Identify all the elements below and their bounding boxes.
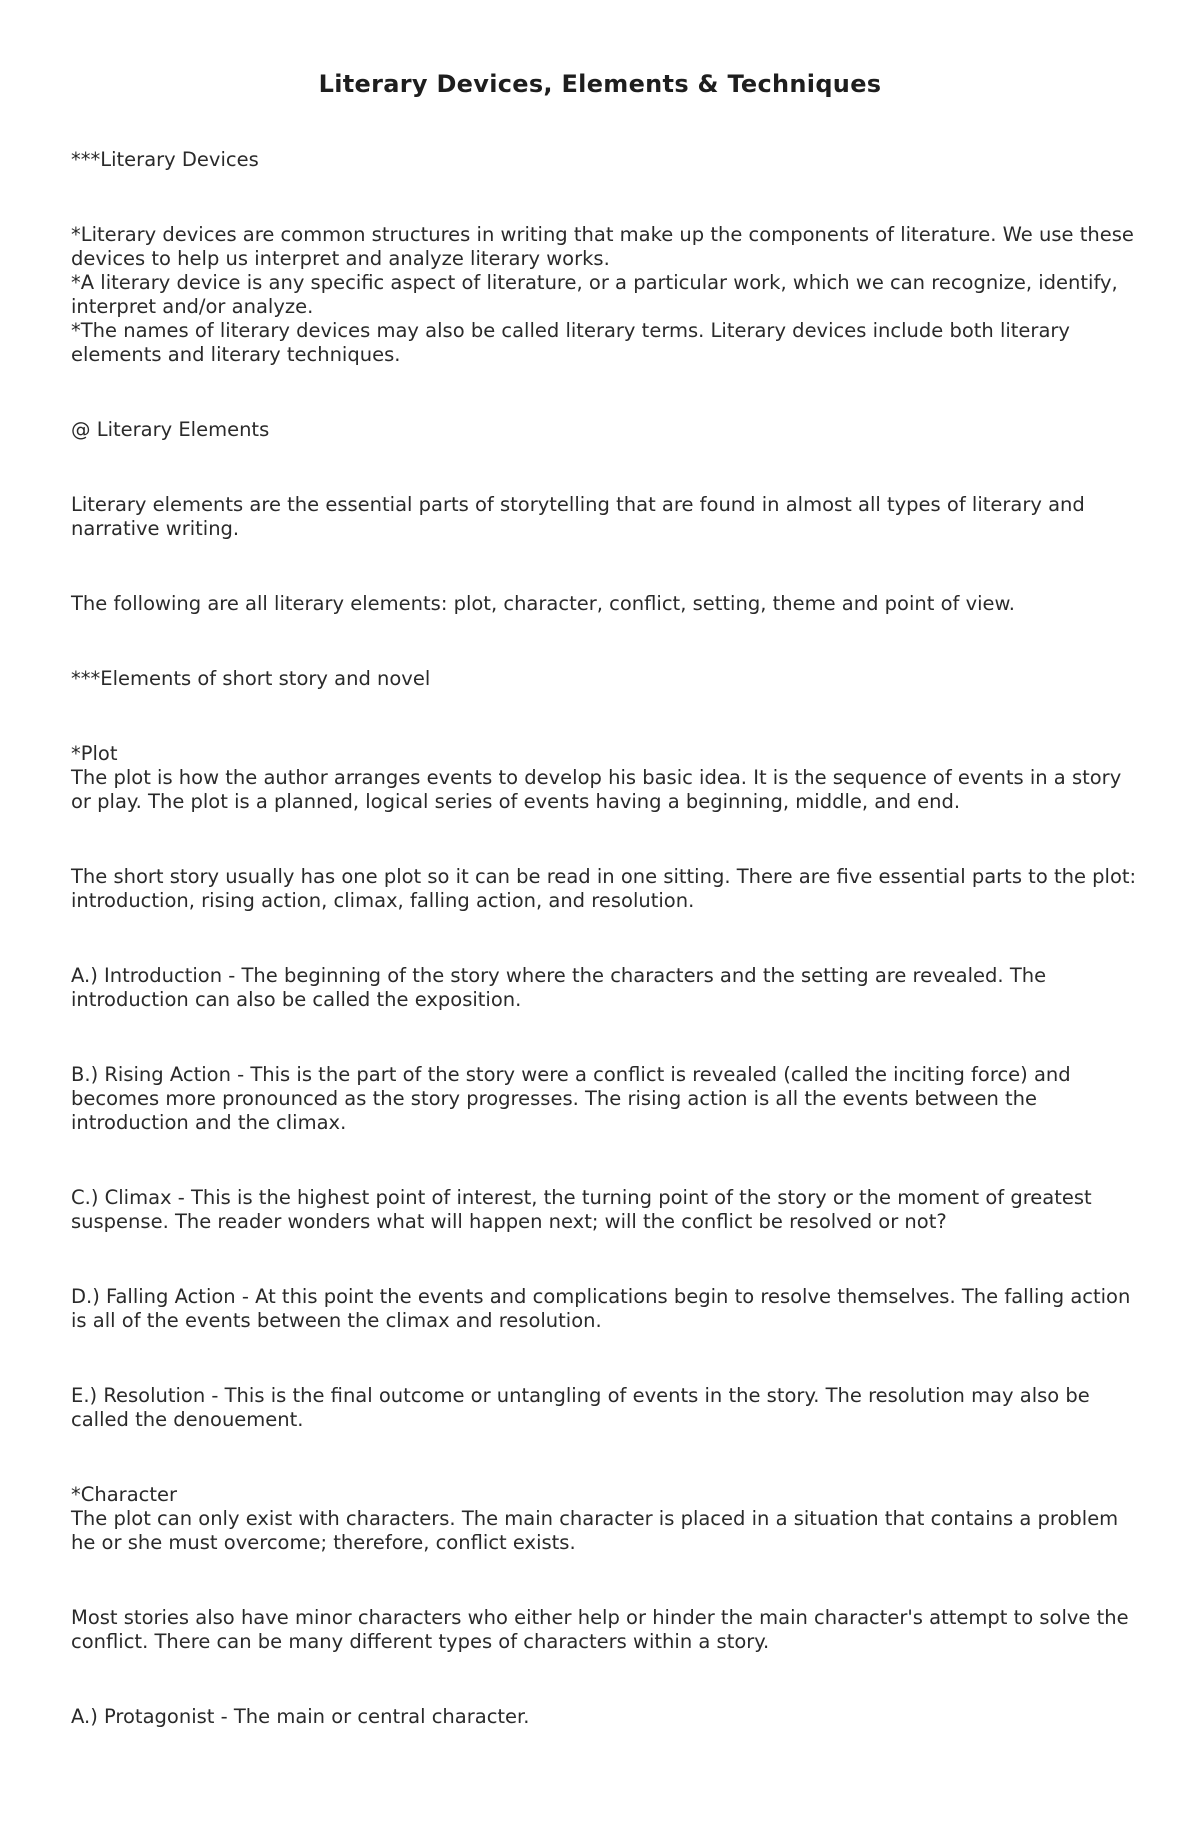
list-item [71,964,1143,1012]
paragraph [71,1483,1143,1555]
paragraph-line: A.) Introduction - The beginning of the story where the characters and the setting are revealed. The introduction can also be called the exposition. [71,964,1047,1011]
list-item [71,1705,1143,1729]
list-item [71,1063,1143,1135]
paragraph-line: The plot can only exist with characters. The main character is placed in a situation that contains a problem he or she must overcome; therefore, conflict exists. [71,1507,1119,1554]
paragraph-line: *Literary devices are common structures in writing that make up the components of literature. We use these devices to help us interpret and analyze literary works. [71,223,1134,270]
paragraph [71,592,1143,616]
document-title: Literary Devices, Elements & Techniques [318,70,882,98]
paragraph-line: ***Literary Devices [71,148,259,171]
paragraph-line: B.) Rising Action - This is the part of the story were a conflict is revealed (called the inciting force) and becomes more pronounced as the story progresses. The rising action is all the events between the introduction and the climax. [71,1063,1071,1134]
paragraph-line: A.) Protagonist - The main or central character. [71,1705,530,1728]
paragraph-line: The short story usually has one plot so it can be read in one sitting. There are five essential parts to the plot: introduction, rising action, climax, falling action, and resolution. [71,865,1137,912]
paragraph-line: @ Literary Elements [71,418,270,441]
list-item [71,1384,1143,1432]
paragraph [71,493,1143,541]
paragraph-line: Literary elements are the essential parts of storytelling that are found in almost all types of literary and narrative writing. [71,493,1085,540]
subheading-character: *Character [71,1483,178,1506]
paragraph-line: The plot is how the author arranges events to develop his basic idea. It is the sequence of events in a story or play. The plot is a planned, logical series of events having a beginning, middle, and end. [71,766,1122,813]
section-heading [71,418,1143,442]
paragraph [71,223,1143,367]
paragraph [71,1606,1143,1654]
section-heading [71,667,1143,691]
list-item [71,1186,1143,1234]
paragraph-line: E.) Resolution - This is the final outcome or untangling of events in the story. The resolution may also be called the denouement. [71,1384,1090,1431]
paragraph [71,865,1143,913]
paragraph [71,742,1143,814]
document-body [71,148,1143,1729]
paragraph-line: ***Elements of short story and novel [71,667,431,690]
paragraph-line: D.) Falling Action - At this point the events and complications begin to resolve themselves. The falling action is all of the events between the climax and resolution. [71,1285,1131,1332]
section-heading [71,148,1143,172]
paragraph-line: The following are all literary elements: plot, character, conflict, setting, theme and point of view. [71,592,1015,615]
paragraph-line: Most stories also have minor characters who either help or hinder the main character's attempt to solve the conflict. There can be many different types of characters within a story. [71,1606,1129,1653]
paragraph-line: *A literary device is any specific aspect of literature, or a particular work, which we can recognize, identify, interpret and/or analyze. [71,271,1118,318]
list-item [71,1285,1143,1333]
paragraph-line: *The names of literary devices may also be called literary terms. Literary devices include both literary elements and literary techniques. [71,319,1070,366]
paragraph-line: C.) Climax - This is the highest point of interest, the turning point of the story or the moment of greatest suspense. The reader wonders what will happen next; will the conflict be resolved or not? [71,1186,1092,1233]
subheading-plot: *Plot [71,742,118,765]
